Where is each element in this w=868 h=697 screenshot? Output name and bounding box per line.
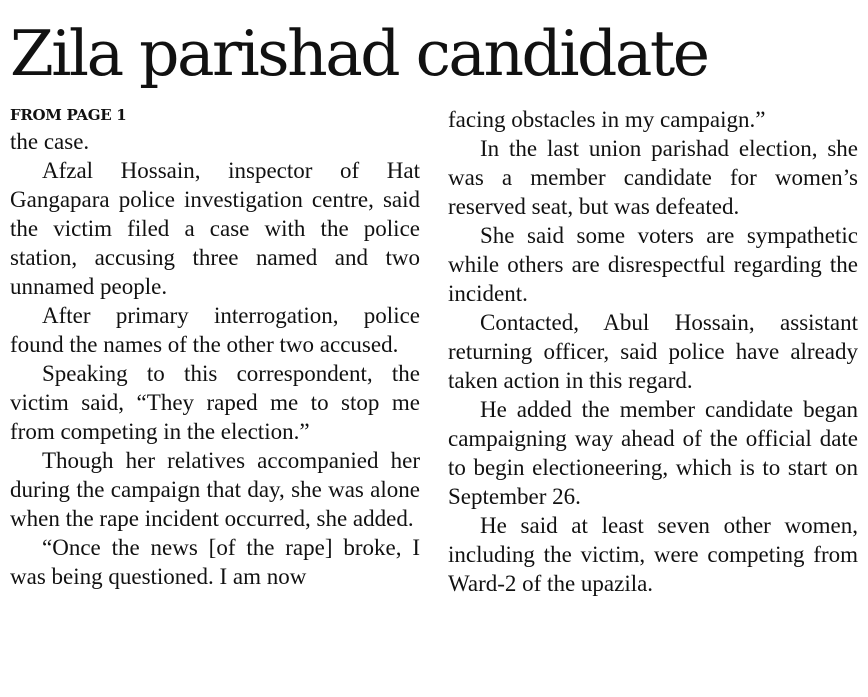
paragraph: Afzal Hossain, inspector of Hat Gangapara police investigation centre, said the victim filed a case with the police station, accusing three named and two unnamed people. — [10, 158, 420, 299]
paragraph: facing obstacles in my campaign.” — [448, 107, 766, 132]
paragraph: Contacted, Abul Hossain, assistant returning officer, said police have already taken action in this regard. — [448, 310, 858, 393]
paragraph: She said some voters are sympathetic while others are disrespectful regarding the incident. — [448, 223, 858, 306]
continuation-kicker: FROM PAGE 1 — [10, 106, 127, 124]
article-column-left — [10, 105, 420, 591]
headline: Zila parishad candidate — [10, 17, 708, 90]
paragraph: the case. — [10, 129, 90, 154]
article-column-right — [448, 105, 858, 598]
paragraph: He added the member candidate began campaigning way ahead of the official date to begin electioneering, which is to start on September 26. — [448, 397, 858, 509]
paragraph: In the last union parishad election, she was a member candidate for women’s reserved seat, but was defeated. — [448, 136, 858, 219]
paragraph: “Once the news [of the rape] broke, I was being questioned. I am now — [10, 535, 420, 589]
paragraph: Speaking to this correspondent, the victim said, “They raped me to stop me from competing in the election.” — [10, 361, 420, 444]
paragraph: After primary interrogation, police found the names of the other two accused. — [10, 303, 420, 357]
paragraph: Though her relatives accompanied her during the campaign that day, she was alone when the rape incident occurred, she added. — [10, 448, 420, 531]
paragraph: He said at least seven other women, including the victim, were competing from Ward-2 of the upazila. — [448, 513, 858, 596]
